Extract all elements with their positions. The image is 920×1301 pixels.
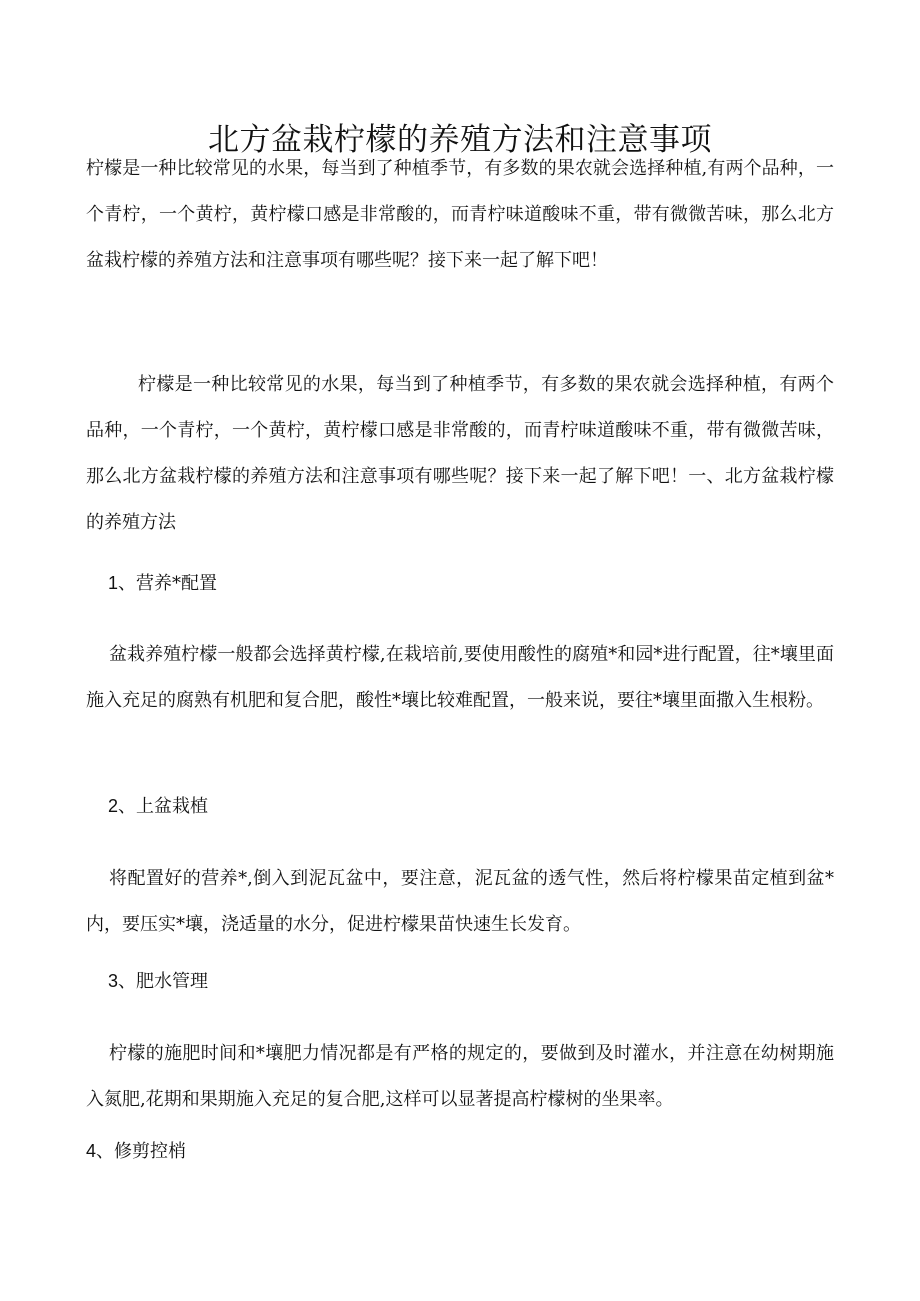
section-heading-text-1: 、营养*配置 [118,573,218,594]
section-body-1: 盆栽养殖柠檬一般都会选择黄柠檬,在栽培前,要使用酸性的腐殖*和园*进行配置，往*壤里面施入充足的腐熟有机肥和复合肥，酸性*壤比较难配置，一般来说，要往*壤里面撒入生根粉。 [86,644,834,711]
section-number-2: 2 [108,796,119,816]
section-heading-text-3: 、肥水管理 [118,971,209,992]
section-body-2: 将配置好的营养*,倒入到泥瓦盆中，要注意，泥瓦盆的透气性，然后将柠檬果苗定植到盆*内，要压实*壤，浇适量的水分，促进柠檬果苗快速生长发育。 [86,868,834,935]
section-number-3: 3 [108,971,119,991]
section-heading-text-4: 、修剪控梢 [96,1141,187,1162]
section-heading-1 [108,568,217,599]
section-heading-2 [108,791,208,822]
section-heading-4 [86,1136,186,1167]
section-body-3: 柠檬的施肥时间和*壤肥力情况都是有严格的规定的，要做到及时灌水，并注意在幼树期施入氮肥,花期和果期施入充足的复合肥,这样可以显著提高柠檬树的坐果率。 [86,1043,834,1110]
intro-paragraph: 柠檬是一种比较常见的水果，每当到了种植季节，有多数的果农就会选择种植,有两个品种，一个青柠，一个黄柠，黄柠檬口感是非常酸的，而青柠味道酸味不重，带有微微苦味，那么北方盆栽柠檬的养殖方法和注意事项有哪些呢？接下来一起了解下吧！ [86,158,834,271]
intro-repeat-paragraph: 柠檬是一种比较常见的水果，每当到了种植季节，有多数的果农就会选择种植，有两个品种，一个青柠，一个黄柠，黄柠檬口感是非常酸的，而青柠味道酸味不重，带有微微苦味，那么北方盆栽柠檬的养殖方法和注意事项有哪些呢？接下来一起了解下吧！一、北方盆栽柠檬的养殖方法 [86,374,834,533]
section-number-1: 1 [108,573,119,593]
document-title: 北方盆栽柠檬的养殖方法和注意事项 [208,122,712,158]
section-heading-text-2: 、上盆栽植 [118,796,209,817]
section-heading-3 [108,966,208,997]
section-number-4: 4 [86,1141,97,1161]
